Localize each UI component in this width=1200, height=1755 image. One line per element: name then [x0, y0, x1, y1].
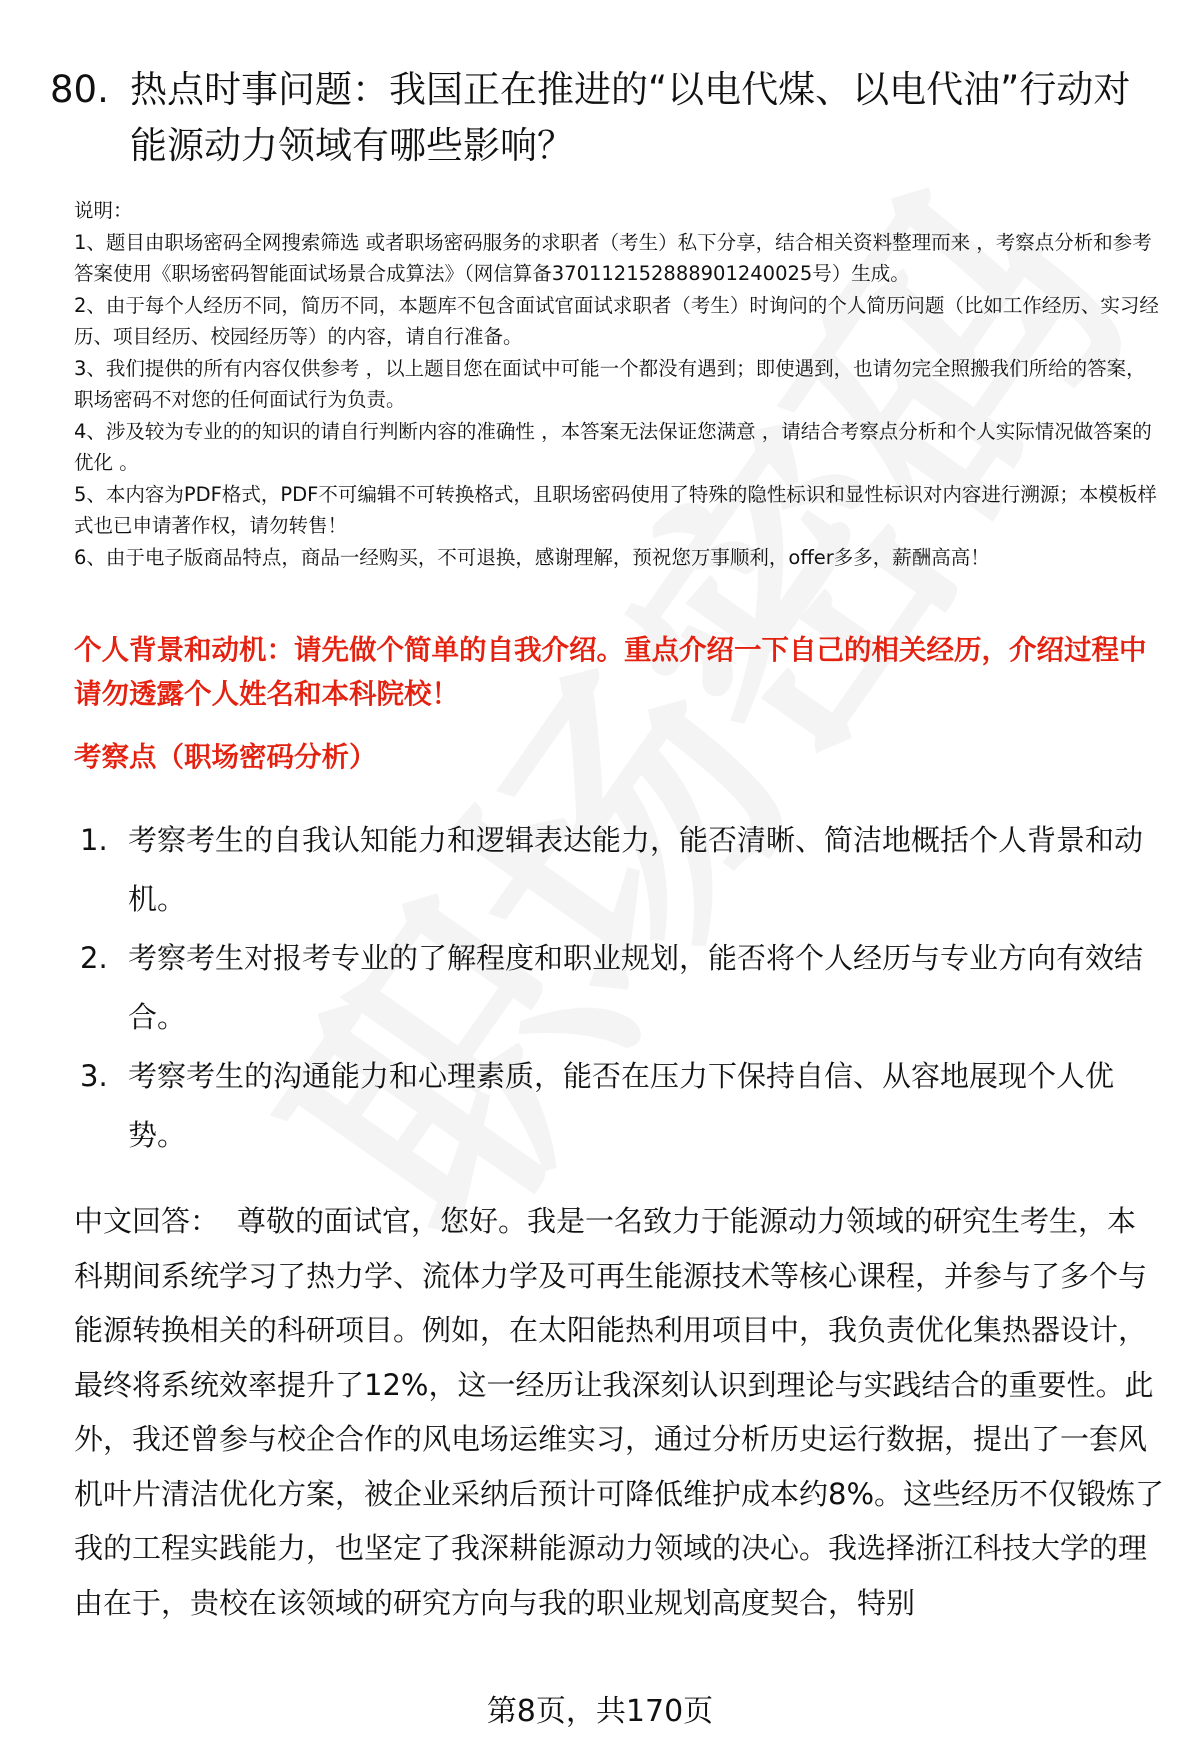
answer-text: 尊敬的面试官，您好。我是一名致力于能源动力领域的研究生考生，本科期间系统学习了热力学、流体力学及可再生能源技术等核心课程，并参与了多个与能源转换相关的科研项目。例如，在太阳能热利用项目中，我负责优化集热器设计，最终将系统效率提升了12%，这一经历让我深刻认识到理论与实践结合的重要性。此外，我还曾参与校企合作的风电场运维实习，通过分析历史运行数据，提出了一套风机叶片清洁优化方案，被企业采纳后预计可降低维护成本约8%。这些经历不仅锻炼了我的工程实践能力，也坚定了我深耕能源动力领域的决心。我选择浙江科技大学的理由在于，贵校在该领域的研究方向与我的职业规划高度契合，特别 [74, 1204, 1165, 1620]
background-heading: 个人背景和动机：请先做个简单的自我介绍。重点介绍一下自己的相关经历，介绍过程中请勿透露个人姓名和本科院校！ [74, 634, 1147, 710]
point-number: 3. [80, 1059, 108, 1093]
answer-label: 中文回答： [74, 1204, 220, 1238]
question-text: 热点时事问题：我国正在推进的“以电代煤、以电代油”行动对能源动力领域有哪些影响？ [130, 68, 1131, 167]
analysis-point [80, 811, 1155, 929]
note-item: 6、由于电子版商品特点，商品一经购买，不可退换，感谢理解，预祝您万事顺利，offer多多，薪酬高高！ [74, 545, 990, 569]
point-number: 1. [80, 823, 108, 857]
point-text: 考察考生对报考专业的了解程度和职业规划，能否将个人经历与专业方向有效结合。 [128, 941, 1144, 1034]
question-number: 80. [50, 68, 109, 111]
analysis-point [80, 929, 1155, 1047]
question-title [50, 62, 1155, 174]
note-item: 2、由于每个人经历不同，简历不同，本题库不包含面试官面试求职者（考生）时询问的个人简历问题（比如工作经历、实习经历、项目经历、校园经历等）的内容，请自行准备。 [74, 293, 1159, 348]
analysis-heading: 考察点（职场密码分析） [74, 741, 377, 773]
notes-section [74, 195, 1159, 573]
page-footer: 第8页，共170页 [486, 1694, 714, 1729]
analysis-point [80, 1047, 1155, 1165]
analysis-points [80, 811, 1155, 1165]
notes-heading: 说明： [74, 199, 133, 222]
answer-paragraph [74, 1194, 1164, 1630]
point-number: 2. [80, 941, 108, 975]
note-item: 5、本内容为PDF格式，PDF不可编辑不可转换格式，且职场密码使用了特殊的隐性标识和显性标识对内容进行溯源；本模板样式也已申请著作权，请勿转售！ [74, 482, 1157, 537]
point-text: 考察考生的自我认知能力和逻辑表达能力，能否清晰、简洁地概括个人背景和动机。 [128, 823, 1144, 916]
note-item: 1、题目由职场密码全网搜索筛选 或者职场密码服务的求职者（考生）私下分享，结合相关资料整理而来 ，考察点分析和参考答案使用《职场密码智能面试场景合成算法》（网信算备370112152888901240025号）生成。 [74, 230, 1152, 285]
point-text: 考察考生的沟通能力和心理素质，能否在压力下保持自信、从容地展现个人优势。 [128, 1059, 1115, 1152]
note-item: 4、涉及较为专业的的知识的请自行判断内容的准确性 ，本答案无法保证您满意 ，请结合考察点分析和个人实际情况做答案的优化 。 [74, 419, 1152, 474]
note-item: 3、我们提供的所有内容仅供参考 ，以上题目您在面试中可能一个都没有遇到；即使遇到，也请勿完全照搬我们所给的答案，职场密码不对您的任何面试行为负责。 [74, 356, 1146, 411]
